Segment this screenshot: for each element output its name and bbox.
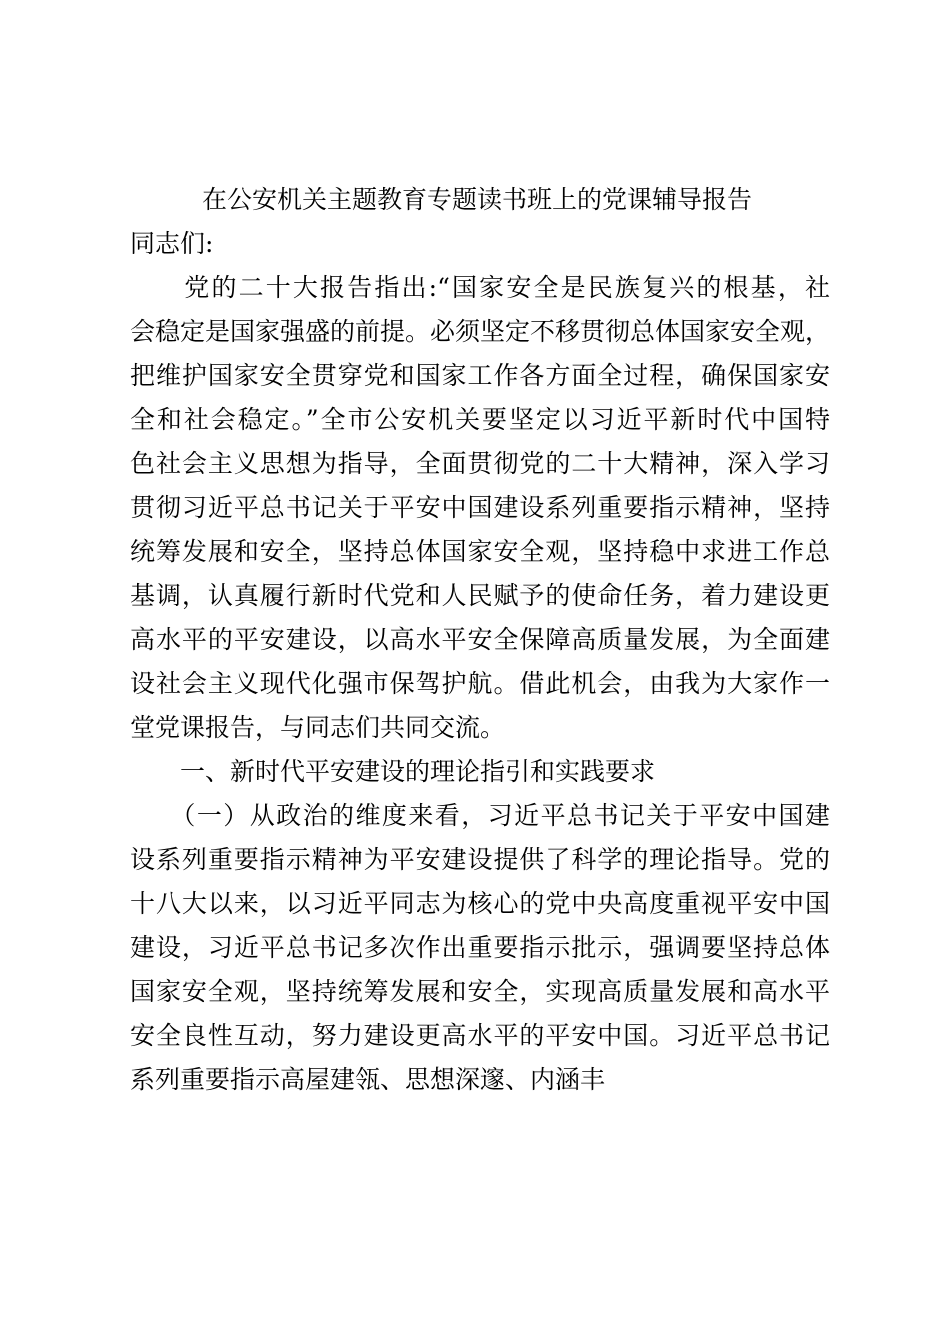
- body-line-10: 设社会主义现代化强市保驾护航。借此机会，由我为大家作一: [130, 669, 830, 698]
- body-line-11: 堂党课报告，与同志们共同交流。: [130, 713, 506, 742]
- body-line-8: 基调，认真履行新时代党和人民赋予的使命任务，着力建设更: [130, 581, 830, 610]
- body-line-1: 党的二十大报告指出:“国家安全是民族复兴的根基，社: [130, 273, 830, 302]
- body-line-19: 系列重要指示高屋建瓴、思想深邃、内涵丰: [130, 1065, 606, 1094]
- body-line-7: 统筹发展和安全，坚持总体国家安全观，坚持稳中求进工作总: [130, 537, 830, 566]
- body-line-16: 建设，习近平总书记多次作出重要指示批示，强调要坚持总体: [130, 933, 830, 962]
- body-line-3: 把维护国家安全贯穿党和国家工作各方面全过程，确保国家安: [130, 361, 830, 390]
- body-line-4: 全和社会稳定。”全市公安机关要坚定以习近平新时代中国特: [130, 405, 830, 434]
- body-line-18: 安全良性互动，努力建设更高水平的平安中国。习近平总书记: [130, 1021, 830, 1050]
- body-line-17: 国家安全观，坚持统筹发展和安全，实现高质量发展和高水平: [130, 977, 830, 1006]
- body-line-2: 会稳定是国家强盛的前提。必须坚定不移贯彻总体国家安全观，: [130, 317, 831, 346]
- salutation: 同志们:: [130, 229, 214, 258]
- body-line-9: 高水平的平安建设，以高水平安全保障高质量发展，为全面建: [130, 625, 830, 654]
- body-line-6: 贯彻习近平总书记关于平安中国建设系列重要指示精神，坚持: [130, 493, 830, 522]
- document-title: 在公安机关主题教育专题读书班上的党课辅导报告: [202, 185, 753, 214]
- body-line-15: 十八大以来，以习近平同志为核心的党中央高度重视平安中国: [130, 889, 830, 918]
- body-line-5: 色社会主义思想为指导，全面贯彻党的二十大精神，深入学习: [130, 449, 830, 478]
- body-line-14: 设系列重要指示精神为平安建设提供了科学的理论指导。党的: [130, 845, 830, 874]
- body-line-13: （一）从政治的维度来看，习近平总书记关于平安中国建: [130, 801, 830, 830]
- section-heading-1: 一、新时代平安建设的理论指引和实践要求: [130, 757, 656, 786]
